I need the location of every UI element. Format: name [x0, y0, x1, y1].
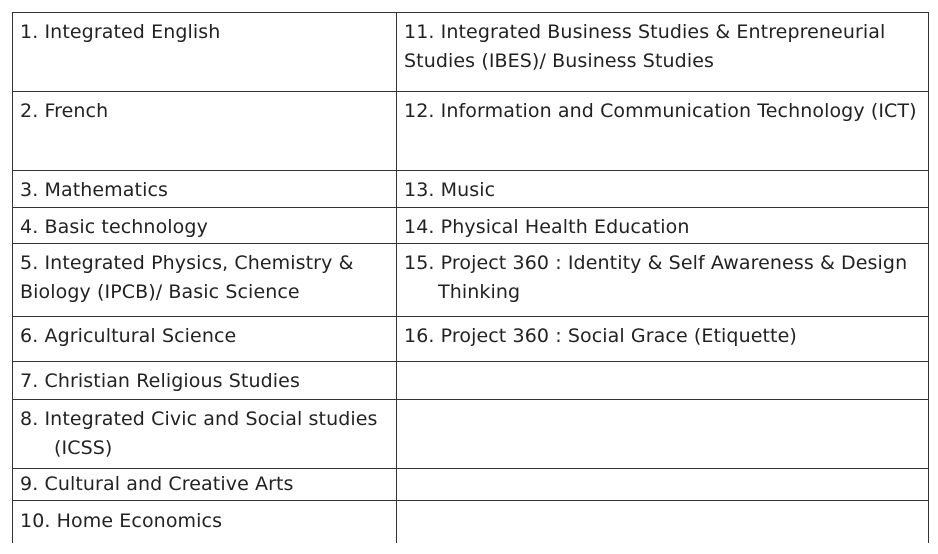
table-cell [13, 362, 397, 400]
table-row [13, 400, 929, 469]
table-row [13, 208, 929, 244]
subject-label: 1. Integrated English [20, 21, 221, 43]
table-cell [397, 317, 929, 362]
table-cell [397, 501, 929, 543]
table-row [13, 13, 929, 92]
subject-label [404, 362, 928, 367]
table-cell [13, 92, 397, 171]
table-row [13, 92, 929, 171]
subject-label: 2. French [20, 100, 109, 122]
table-cell [13, 244, 397, 317]
table-row [13, 501, 929, 543]
table-cell [397, 244, 929, 317]
table-cell [13, 317, 397, 362]
table-cell [13, 13, 397, 92]
table-cell [397, 92, 929, 171]
table-cell [397, 362, 929, 400]
subject-label: 9. Cultural and Creative Arts [20, 473, 294, 495]
subject-label: 14. Physical Health Education [404, 216, 690, 238]
subject-label [404, 469, 928, 474]
subject-label: 3. Mathematics [20, 179, 169, 201]
subject-label: 10. Home Economics [20, 510, 223, 532]
subject-label [404, 501, 928, 506]
subject-label: 6. Agricultural Science [20, 325, 237, 347]
table-cell [13, 501, 397, 543]
table-row [13, 317, 929, 362]
table-cell [13, 171, 397, 208]
subject-label: 13. Music [404, 179, 496, 201]
table-cell [13, 208, 397, 244]
subject-label: 15. Project 360 : Identity & Self Awareness & Design Thinking [404, 252, 908, 303]
table-row [13, 469, 929, 501]
table-cell [397, 469, 929, 501]
subject-label: 4. Basic technology [20, 216, 208, 238]
subject-label: 12. Information and Communication Technology (ICT) [404, 100, 917, 122]
table-row [13, 171, 929, 208]
subject-label: 16. Project 360 : Social Grace (Etiquette) [404, 325, 797, 347]
table-cell [397, 208, 929, 244]
table-cell [13, 400, 397, 469]
table-row [13, 244, 929, 317]
table-cell [397, 13, 929, 92]
subject-label [404, 400, 928, 405]
subject-label: 11. Integrated Business Studies & Entrepreneurial Studies (IBES)/ Business Studies [404, 21, 886, 72]
subject-label: 5. Integrated Physics, Chemistry & Biology (IPCB)/ Basic Science [20, 252, 354, 303]
table-cell [13, 469, 397, 501]
table-cell [397, 400, 929, 469]
table-row [13, 362, 929, 400]
table-cell [397, 171, 929, 208]
subject-label: 8. Integrated Civic and Social studies (ICSS) [20, 408, 378, 459]
subjects-table [12, 12, 929, 543]
subject-label: 7. Christian Religious Studies [20, 370, 300, 392]
